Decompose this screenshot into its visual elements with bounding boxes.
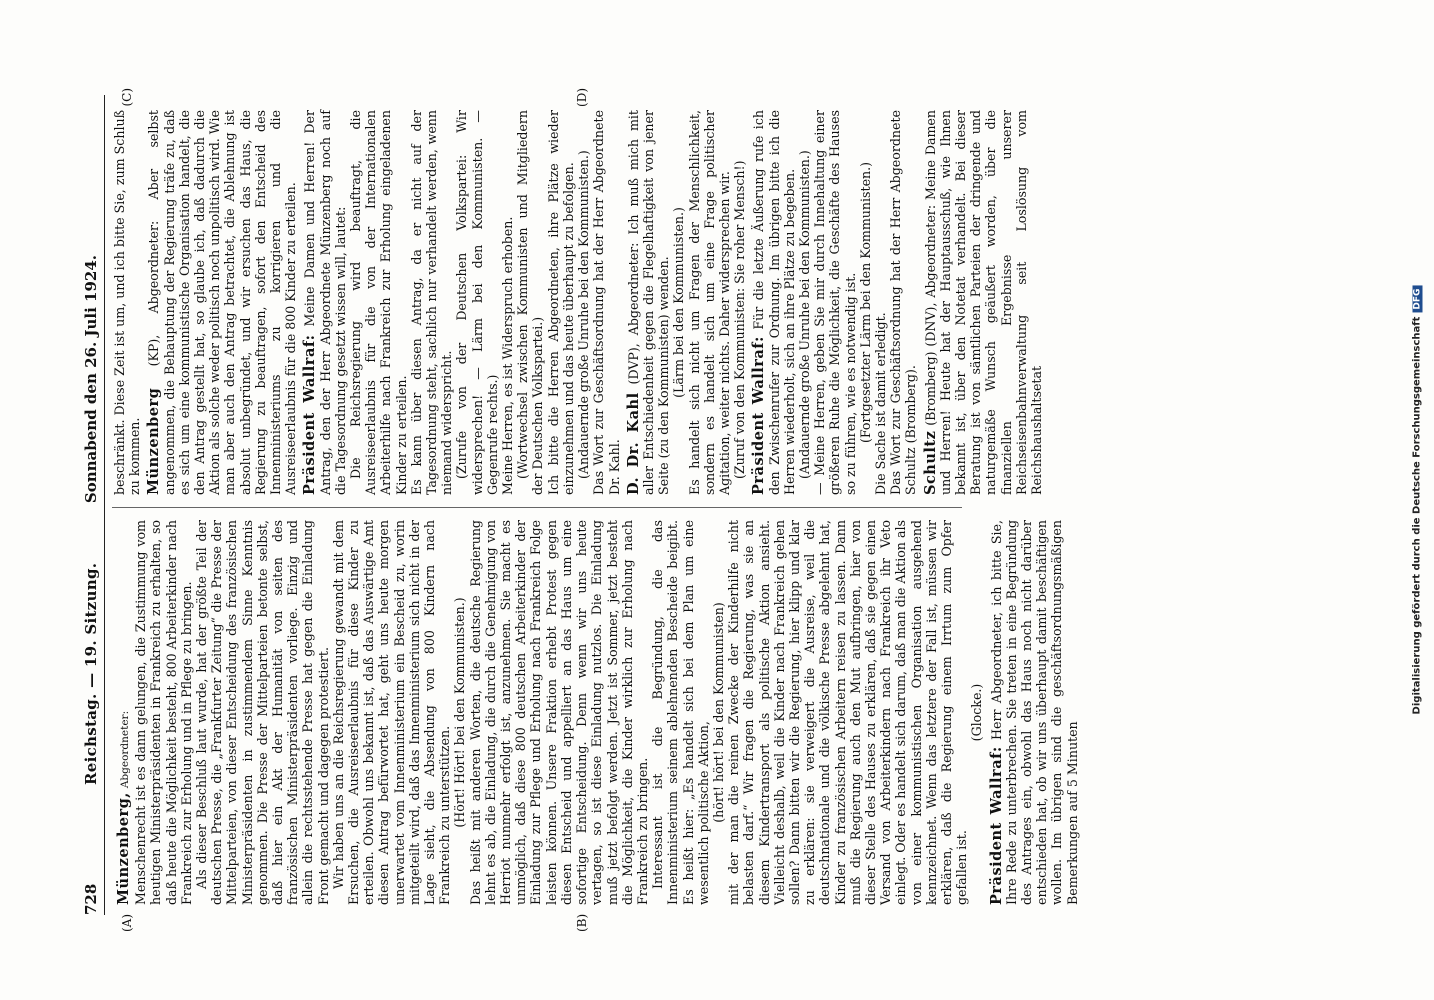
paragraph-text: (Zuruf von den Kommunisten: Sie roher Mensch!) [732,160,748,479]
dfg-logo: DFG [1413,286,1423,313]
paragraph-text: (Fortgesetzter Lärm bei den Kommunisten.) [857,161,873,444]
paragraph-text: — Meine Herren, geben Sie mir durch Innehaltung einer größeren Ruhe die Möglichkeit, die Geschäfte des Hauses so zu führen, wie es notwendig ist. [812,110,858,495]
paragraph-text: Meine Damen und Herren! Der Antrag, den der Herr Abgeordnete Münzenberg noch auf die Tagesordnung gesetzt wissen will, lautet: [302,110,348,495]
margin-mark-c: (C) [120,88,134,107]
paragraph [454,110,500,495]
funding-note: Digitalisierung gefördert durch die Deutsche Forschungsgemeinschaft [1411,316,1423,715]
speaker-name: D. Dr. Kahl [624,392,642,495]
margin-mark-a: (A) [120,913,134,932]
paragraph-text: beschränkt. Diese Zeit ist um, und ich bitte Sie, zum Schluß zu kommen. [112,110,143,495]
paragraph-text: Es kann über diesen Antrag, da er nicht auf der Tagesordnung steht, sachlich nur verhandelt werden, wenn niemand widerspricht. [408,110,455,495]
paragraph [348,110,409,495]
paragraph [858,110,873,495]
paragraph-text: (Bromberg) (DNV), Abgeordneter: Meine Damen und Herren! Heute hat der Hauptausschuß, wie Ihnen bekannt ist, über den Notetat verhandelt. Bei dieser Beratung ist von sämtlichen Parteien der dringende und naturgemäße Wunsch geäußert worden, über die finanziellen Ergebnisse unserer Reichseisenbahnverwaltung seit Loslösung vom Reichshaushaltsetat [922,110,1044,495]
paragraph [650,520,711,905]
paragraph-text: (hört! hört! bei den Kommunisten) [710,602,726,823]
paragraph [711,520,726,905]
paragraph [133,520,194,905]
paragraph-text: Als dieser Beschluß laut wurde, hat der größte Teil der deutschen Presse, die „Frankfurter Zeitung“ die Presse der Mittelparteien, von dieser Entscheidung des französischen Ministerpräsidenten in zustimmendem Sinne Kenntnis genommen. Die Presse der Mittelparteien betonte selbst, daß hier ein Akt der Humanität von seiten des französischen Ministerpräsidenten vorliege. Einzig und allein die rechtsstehende Presse hat gegen die Einladung Front gemacht und dagegen protestiert. [194,520,331,905]
paragraph-text: Herr Abgeordneter, ich bitte Sie, Ihre Rede zu unterbrechen. Sie treten in eine Begründung des Antrages ein, obwohl das Haus noch nicht darüber entschieden hat, ob wir uns überhaupt damit beschäftigen wollen. Im übrigen sind die geschäftsordnungsmäßigen Bemerkungen auf 5 Minuten [988,520,1080,905]
page-header [82,95,105,915]
paragraph [923,110,1045,495]
margin-mark-b: (B) [575,913,589,932]
paragraph [969,520,984,905]
paragraph-text: (Hört! Hört! bei den Kommunisten.) [452,597,468,828]
paragraph [726,520,969,905]
paragraph-text: Ich bitte die Herren Abgeordneten, ihre Plätze wieder einzunehmen und das heute überhaupt zu befolgen. [545,110,576,495]
paragraph-text: (Andauernde große Unruhe bei den Kommunisten.) [576,150,592,479]
paragraph-text: (Glocke.) [969,683,985,742]
speaker-name: Präsident Wallraf: [750,336,768,495]
paragraph-text: Menschenrecht ist es dann gelungen, die Zustimmung vom heutigen Ministerpräsidenten in Frankreich zu erhalten, so daß heute die Möglichkeit besteht, 800 Arbeiterkinder nach Frankreich zur Erholung und in Pflege zu bringen. [133,520,194,905]
paragraph-text: Meine Herren, es ist Widerspruch erhoben. [500,216,516,495]
paragraph-text: Es handelt sich nicht um Fragen der Menschlichkeit, sondern es handelt sich um eine Frage politischer Agitation, weiter nichts. Daher widersprechen wir. [686,110,732,495]
paragraph-text: (Lärm bei den Kommunisten.) [671,207,687,398]
paragraph-text: (Andauernde große Unruhe bei den Kommunisten.) [796,150,812,479]
speaker-name: Schultz [921,430,939,495]
paragraph-text: Das Wort zur Geschäftsordnung hat der Herr Abgeordnete Dr. Kahl. [591,110,622,495]
column-divider [112,507,962,508]
text-column-right [112,110,1044,495]
paragraph-text: Wir haben uns an die Reichsregierung gewandt mit dem Ersuchen, die Ausreiseerlaubnis für diese Kinder zu erteilen. Obwohl uns bekannt ist, daß das Auswärtige Amt diesen Antrag befürwortet hat, geht uns heute morgen unerwartet vom Innenministerium ein Bescheid zu, worin mitgeteilt wird, daß das Innenministerium sich nicht in der Lage sieht, die Absendung von 800 Kindern nach Frankreich zu unterstützen. [330,520,453,905]
paragraph [452,520,467,905]
paragraph-text: Das Wort zur Geschäftsordnung hat der Herr Abgeordnete Schultz (Bromberg). [888,110,919,495]
paragraph [812,110,858,495]
paragraph-text: Für die letzte Äußerung rufe ich den Zwischenrufer zur Ordnung. Im übrigen bitte ich die Herren wiederholt, sich an ihre Plätze zu begeben. [751,110,797,495]
paragraph-text: Das heißt mit anderen Worten, die deutsche Regierung lehnt es ab, die Einladung, die durch die Genehmigung von Herriot nunmehr erfolgt ist, anzunehmen. Sie macht es unmöglich, daß diese 800 deutschen Arbeiterkinder der Einladung zur Pflege und Erholung nach Frankreich Folge leisten können. Unsere Fraktion erhebt Protest gegen diesen Entscheid und appelliert an das Haus um eine sofortige Entscheidung. Denn wenn wir uns heute vertagen, so ist diese Einladung nutzlos. Die Einladung muß jetzt befolgt werden. Jetzt ist Sommer, jetzt besteht die Möglichkeit, die Kinder wirklich zur Erholung nach Frankreich zu bringen. [467,520,650,905]
paragraph [409,110,455,495]
paragraph-text: mit der man die reinen Zwecke der Kinderhilfe nicht belasten darf.“ Wir fragen die Regierung, was sie an diesem Kindertransport als politische Aktion ansieht. Vielleicht deshalb, weil die Kinder nach Frankreich gehen sollen? Dann bitten wir die Regierung, hier klipp und klar zu erklären: sie verweigert die Ausreise, weil die deutschnationale und die völkische Presse abgelehnt hat, Kinder zu französischen Arbeitern reisen zu lassen. Dann muß die Regierung auch den Mut aufbringen, hier von dieser Stelle des Hauses zu erklären, daß sie gegen einen Versand von Arbeiterkindern nach Frankreich ihr Veto einlegt. Oder es handelt sich darum, daß man die Aktion als von einer kommunistischen Organisation ausgehend kennzeichnet. Wenn das letztere der Fall ist, müssen wir erklären, daß die Regierung einem Irrtum zum Opfer gefallen ist. [726,520,970,905]
paragraph-text: (DVP), Abgeordneter: Ich muß mich mit aller Entschiedenheit gegen die Flegelhaftigkeit von jener Seite (zu den Kommunisten) wenden. [625,110,672,495]
paragraph [468,520,650,905]
paragraph [146,110,298,495]
paragraph [112,110,142,495]
paragraph [797,110,812,495]
paragraph-text: Die Reichsregierung wird beauftragt, die Ausreiseerlaubnis für die von der Internationalen Arbeiterhilfe nach Frankreich zur Erholung eingeladenen Kinder zu erteilen. [348,110,409,495]
page-number: 728 [82,883,100,915]
paragraph [687,110,733,495]
paragraph [331,520,453,905]
paragraph-text: Die Sache ist damit erledigt. [872,312,888,495]
side-note [1402,0,1432,1000]
paragraph [591,110,621,495]
paragraph-text: (KP), Abgeordneter: Aber selbst angenommen, die Behauptung der Regierung träfe zu, daß es sich um eine kommunistische Organisation handelt, die den Antrag gestellt hat, so glaube ich, daß dadurch die Aktion als solche weder politisch noch unpolitisch wird. Wie man aber auch den Antrag betrachtet, die Ablehnung ist absolut unbegründet, und wir ersuchen das Haus, die Regierung zu beauftragen, sofort den Entscheid des Innenministeriums zu korrigieren und die Ausreiseerlaubnis für die 800 Kinder zu erteilen. [146,110,299,495]
text-column-left [112,520,1080,905]
paragraph-text: Interessant ist die Begründung, die das Innenministerium seinem ablehnenden Bescheide beigibt. Es heißt hier: „Es handelt sich bei dem Plan um eine wesentlich politische Aktion, [650,520,711,905]
paragraph [751,110,797,495]
speaker-name: Präsident Wallraf: [987,746,1005,905]
paragraph [515,110,545,495]
paragraph [671,110,686,495]
paragraph [116,520,133,905]
paragraph [546,110,576,495]
paragraph [989,520,1080,905]
speaker-name: Münzenberg [145,387,163,495]
paragraph [576,110,591,495]
paragraph-text: (Wortwechsel zwischen Kommunisten und Mitgliedern der Deutschen Volkspartei.) [515,110,546,495]
margin-mark-d: (D) [575,88,589,107]
speaker-role: Abgeordneter: [119,710,131,789]
speaker-name: Präsident Wallraf: [301,334,319,495]
paragraph-text: (Zurufe von der Deutschen Volkspartei: Wir widersprechen! — Lärm bei den Kommunisten. — Gegenrufe rechts.) [454,110,500,495]
paragraph [194,520,331,905]
paragraph [873,110,888,495]
paragraph [732,110,747,495]
paragraph [888,110,918,495]
session-date: Sonnabend den 26. Juli 1924. [82,255,100,504]
paragraph [500,110,515,495]
paragraph [626,110,672,495]
paragraph [302,110,348,495]
session-title: Reichstag. — 19. Sitzung. [82,562,100,785]
speaker-name: Münzenberg, [115,792,132,905]
